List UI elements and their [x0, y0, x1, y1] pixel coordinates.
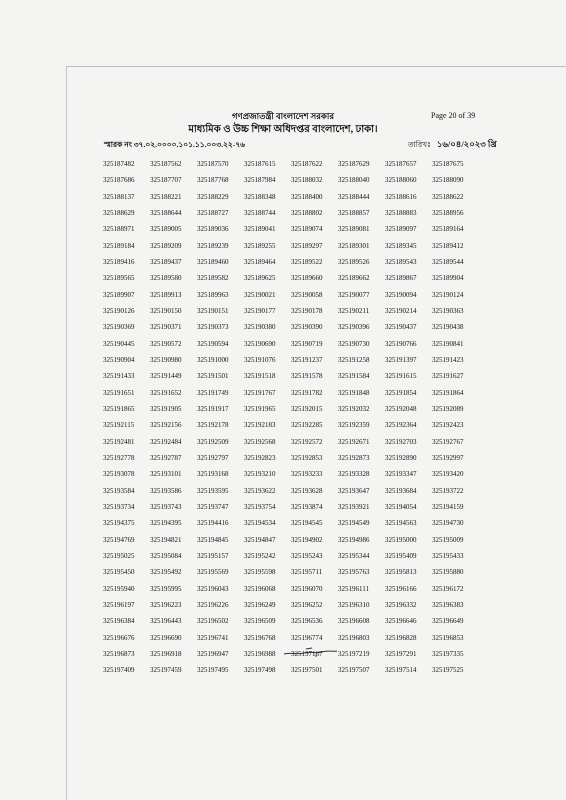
roll-number-cell: 325196768 — [244, 633, 276, 642]
roll-number-cell: 325189345 — [385, 241, 417, 250]
roll-number-cell: 325194769 — [103, 535, 135, 544]
table-row — [100, 662, 479, 678]
roll-number-cell: 325190124 — [432, 290, 464, 299]
roll-number-cell: 325192089 — [432, 405, 464, 414]
roll-number-cell: 325188221 — [150, 192, 182, 201]
roll-number-cell: 325197335 — [432, 650, 464, 658]
roll-number-cell: 325190594 — [197, 339, 229, 348]
roll-number-cell: 325191651 — [103, 388, 135, 397]
roll-number-cell: 325192873 — [338, 454, 370, 463]
roll-number-cell: 325192572 — [291, 437, 323, 446]
roll-number-cell: 325188616 — [385, 192, 417, 201]
table-row — [100, 303, 479, 319]
roll-number-cell: 325189662 — [338, 274, 370, 283]
roll-number-cell: 325192115 — [103, 421, 135, 430]
roll-number-cell: 325197525 — [432, 666, 464, 675]
roll-number-cell: 325192767 — [432, 437, 464, 446]
roll-number-cell: 325195157 — [197, 552, 229, 561]
roll-number-cell: 325196947 — [197, 650, 229, 658]
roll-number-cell: 325196249 — [244, 601, 276, 610]
roll-number-cell: 325195880 — [432, 568, 464, 577]
roll-number-cell: 325189963 — [197, 290, 229, 299]
roll-number-cell: 325189036 — [197, 225, 229, 234]
roll-number-cell: 325192787 — [150, 454, 182, 463]
roll-number-cell: 325189297 — [291, 241, 323, 250]
roll-number-cell: 325195243 — [291, 552, 323, 561]
roll-number-cell: 325190690 — [244, 339, 276, 348]
roll-number-cell: 325196741 — [197, 633, 229, 642]
roll-number-cell: 325194416 — [197, 519, 229, 528]
date-label: তারিখঃ — [408, 140, 431, 149]
roll-number-cell: 325191578 — [291, 372, 323, 381]
roll-number-cell: 325190150 — [150, 307, 182, 316]
table-row — [100, 319, 479, 335]
roll-number-cell: 325191854 — [385, 388, 417, 397]
roll-number-cell: 325188622 — [432, 192, 464, 201]
roll-number-cell: 325196111 — [338, 584, 369, 593]
roll-number-cell: 325189580 — [150, 274, 182, 283]
roll-number-cell: 325189164 — [432, 225, 464, 234]
roll-number-cell: 325189005 — [150, 225, 182, 234]
roll-number-cell: 325194986 — [338, 535, 370, 544]
roll-number-cell: 325187482 — [103, 160, 135, 169]
roll-number-cell: 325197219 — [338, 650, 370, 658]
roll-number-cell: 325191584 — [338, 372, 370, 381]
roll-number-cell: 325191237 — [291, 356, 323, 365]
roll-number-cell: 325193747 — [197, 503, 229, 512]
roll-number-cell: 325193874 — [291, 503, 323, 512]
roll-number-cell: 325190904 — [103, 356, 135, 365]
page-edge-top — [66, 66, 566, 67]
roll-number-cell: 325193722 — [432, 486, 464, 495]
roll-number-cell: 325189907 — [103, 290, 135, 299]
roll-number-cell: 325196252 — [291, 601, 323, 610]
page-edge-left — [66, 66, 67, 800]
roll-number-cell: 325196509 — [244, 617, 276, 626]
roll-number-cell: 325194054 — [385, 503, 417, 512]
roll-number-cell: 325188032 — [291, 176, 323, 185]
roll-number-cell: 325191615 — [385, 372, 417, 381]
roll-number-cell: 325188229 — [197, 192, 229, 201]
roll-number-cell: 325196310 — [338, 601, 370, 610]
roll-number-cell: 325196918 — [150, 650, 182, 658]
roll-number-cell: 325188971 — [103, 225, 135, 234]
roll-number-cell: 325193233 — [291, 470, 323, 479]
roll-number-cell: 325190211 — [338, 307, 370, 316]
roll-number-cell: 325191905 — [150, 405, 182, 414]
roll-number-cell: 325190841 — [432, 339, 464, 348]
roll-number-cell: 325197514 — [385, 666, 417, 675]
roll-number-cell: 325193101 — [150, 470, 182, 479]
roll-number-cell: 325188644 — [150, 209, 182, 218]
roll-number-cell: 325192015 — [291, 405, 323, 414]
roll-number-cell: 325196070 — [291, 584, 323, 593]
roll-number-cell: 325195433 — [432, 552, 464, 561]
roll-number-cell: 325196676 — [103, 633, 135, 642]
roll-number-cell: 325193595 — [197, 486, 229, 495]
roll-number-cell: 325188040 — [338, 176, 370, 185]
roll-number-cell: 325189913 — [150, 290, 182, 299]
roll-number-cell: 325194845 — [197, 535, 229, 544]
table-row — [100, 238, 479, 254]
roll-number-cell: 325195569 — [197, 568, 229, 577]
roll-number-cell: 325190077 — [338, 290, 370, 299]
roll-number-cell: 325193584 — [103, 486, 135, 495]
roll-number-cell: 325193078 — [103, 470, 135, 479]
roll-number-cell: 325196443 — [150, 617, 182, 626]
roll-number-cell: 325190094 — [385, 290, 417, 299]
roll-number-cell: 325189437 — [150, 258, 182, 267]
roll-number-cell: 325187615 — [244, 160, 276, 169]
roll-number-cell: 325192797 — [197, 454, 229, 463]
roll-number-cell: 325190766 — [385, 339, 417, 348]
table-row — [100, 385, 479, 401]
roll-number-cell: 325196197 — [103, 601, 135, 610]
roll-number-cell: 325191627 — [432, 372, 464, 381]
roll-number-cell: 325196536 — [291, 617, 323, 626]
roll-number-cell: 325190380 — [244, 323, 276, 332]
table-row — [100, 368, 479, 384]
roll-number-cell: 325196988 — [244, 650, 276, 658]
roll-number-cell: 325188137 — [103, 192, 135, 201]
roll-number-cell: 325188802 — [291, 209, 323, 218]
roll-number-cell: 325191865 — [103, 405, 135, 414]
roll-number-cell: 325193734 — [103, 503, 135, 512]
roll-number-cell: 325197167 — [291, 650, 323, 658]
roll-number-cell: 325187768 — [197, 176, 229, 185]
roll-number-cell: 325191782 — [291, 388, 323, 397]
roll-number-cell: 325197498 — [244, 666, 276, 675]
roll-number-cell: 325189041 — [244, 225, 276, 234]
roll-number-cell: 325188090 — [432, 176, 464, 185]
roll-number-cell: 325189582 — [197, 274, 229, 283]
table-row — [100, 499, 479, 515]
roll-number-cell: 325193684 — [385, 486, 417, 495]
roll-number-cell: 325193420 — [432, 470, 464, 479]
table-row — [100, 466, 479, 482]
roll-number-cell: 325191433 — [103, 372, 135, 381]
roll-number-cell: 325188060 — [385, 176, 417, 185]
roll-number-cell: 325195813 — [385, 568, 417, 577]
roll-number-cell: 325190437 — [385, 323, 417, 332]
roll-number-cell: 325190445 — [103, 339, 135, 348]
roll-number-cell: 325188348 — [244, 192, 276, 201]
roll-number-cell: 325195242 — [244, 552, 276, 561]
roll-number-cell: 325190214 — [385, 307, 417, 316]
roll-number-cell: 325194902 — [291, 535, 323, 544]
roll-number-cell: 325191917 — [197, 405, 229, 414]
roll-number-cell: 325197409 — [103, 666, 135, 675]
page-number: Page 20 of 39 — [431, 111, 476, 120]
roll-number-cell: 325189416 — [103, 258, 135, 267]
roll-number-cell: 325192509 — [197, 437, 229, 446]
roll-number-cell: 325191449 — [150, 372, 182, 381]
document-header — [0, 110, 566, 137]
roll-number-cell: 325190980 — [150, 356, 182, 365]
roll-number-cell: 325194375 — [103, 519, 135, 528]
table-row — [100, 254, 479, 270]
roll-number-cell: 325195598 — [244, 568, 276, 577]
roll-number-cell: 325195450 — [103, 568, 135, 577]
roll-number-cell: 325192671 — [338, 437, 370, 446]
roll-number-cell: 325194534 — [244, 519, 276, 528]
roll-number-cell: 325195763 — [338, 568, 370, 577]
roll-number-cell: 325190151 — [197, 307, 229, 316]
roll-number-cell: 325193743 — [150, 503, 182, 512]
roll-number-cell: 325194563 — [385, 519, 417, 528]
roll-number-cell: 325189522 — [291, 258, 323, 267]
roll-number-cell: 325192032 — [338, 405, 370, 414]
roll-number-cell: 325187984 — [244, 176, 276, 185]
roll-number-cell: 325190396 — [338, 323, 370, 332]
roll-number-cell: 325197501 — [291, 666, 323, 675]
roll-number-cell: 325190363 — [432, 307, 464, 316]
roll-number-cell: 325192853 — [291, 454, 323, 463]
roll-number-cell: 325192484 — [150, 437, 182, 446]
roll-number-cell: 325196384 — [103, 617, 135, 626]
roll-number-cell: 325192359 — [338, 421, 370, 430]
memo-reference: স্মারক নং ৩৭.০২.০০০০.১০১.১১.০০৩.২২-৭৬ — [104, 140, 246, 149]
table-row — [100, 597, 479, 613]
roll-number-cell: 325193647 — [338, 486, 370, 495]
table-row — [100, 172, 479, 188]
roll-number-cell: 325195084 — [150, 552, 182, 561]
roll-number-cell: 325190058 — [291, 290, 323, 299]
roll-number-cell: 325189544 — [432, 258, 464, 267]
table-row — [100, 434, 479, 450]
roll-number-cell: 325193586 — [150, 486, 182, 495]
roll-number-cell: 325196166 — [385, 584, 417, 593]
roll-number-cell: 325193347 — [385, 470, 417, 479]
roll-number-cell: 325192997 — [432, 454, 464, 463]
roll-number-cell: 325196646 — [385, 617, 417, 626]
roll-number-cell: 325190178 — [291, 307, 323, 316]
roll-number-cell: 325195344 — [338, 552, 370, 561]
roll-number-cell: 325192778 — [103, 454, 135, 463]
roll-number-cell: 325190438 — [432, 323, 464, 332]
roll-number-cell: 325195000 — [385, 535, 417, 544]
table-row — [100, 205, 479, 221]
table-row — [100, 483, 479, 499]
roll-number-cell: 325196774 — [291, 633, 323, 642]
roll-number-cell: 325194549 — [338, 519, 370, 528]
roll-number-cell: 325196853 — [432, 633, 464, 642]
roll-number-cell: 325191518 — [244, 372, 276, 381]
table-row — [100, 221, 479, 237]
roll-number-cell: 325189543 — [385, 258, 417, 267]
roll-number-cell: 325192183 — [244, 421, 276, 430]
roll-number-cell: 325188857 — [338, 209, 370, 218]
signature-icon — [282, 640, 340, 662]
roll-number-cell: 325187657 — [385, 160, 417, 169]
roll-number-cell: 325189526 — [338, 258, 370, 267]
roll-number-cell: 325191965 — [244, 405, 276, 414]
table-row — [100, 156, 479, 172]
roll-number-cell: 325188629 — [103, 209, 135, 218]
table-row — [100, 189, 479, 205]
table-row — [100, 450, 479, 466]
roll-number-cell: 325197291 — [385, 650, 417, 658]
roll-number-cell: 325190572 — [150, 339, 182, 348]
roll-number-cell: 325189565 — [103, 274, 135, 283]
roll-number-cell: 325196068 — [244, 584, 276, 593]
roll-number-cell: 325189184 — [103, 241, 135, 250]
roll-number-cell: 325192423 — [432, 421, 464, 430]
roll-number-cell: 325195940 — [103, 584, 135, 593]
table-row — [100, 336, 479, 352]
roll-number-cell: 325195025 — [103, 552, 135, 561]
roll-number-cell: 325187622 — [291, 160, 323, 169]
roll-number-cell: 325191767 — [244, 388, 276, 397]
roll-number-cell: 325197507 — [338, 666, 370, 675]
roll-number-cell: 325190177 — [244, 307, 276, 316]
roll-number-cell: 325196226 — [197, 601, 229, 610]
roll-number-cell: 325190390 — [291, 323, 323, 332]
roll-number-cell: 325196172 — [432, 584, 464, 593]
roll-number-cell: 325197459 — [150, 666, 182, 675]
department-title: মাধ্যমিক ও উচ্চ শিক্ষা অধিদপ্তর বাংলাদেশ, ঢাকা। — [188, 124, 378, 135]
roll-number-cell: 325188744 — [244, 209, 276, 218]
roll-number-cell: 325191397 — [385, 356, 417, 365]
table-row — [100, 401, 479, 417]
roll-number-cell: 325196649 — [432, 617, 464, 626]
roll-number-cell: 325189074 — [291, 225, 323, 234]
roll-number-cell: 325196608 — [338, 617, 370, 626]
roll-number-cell: 325189660 — [291, 274, 323, 283]
roll-number-cell: 325189625 — [244, 274, 276, 283]
roll-number-cell: 325188444 — [338, 192, 370, 201]
roll-number-cell: 325196383 — [432, 601, 464, 610]
roll-number-cell: 325192285 — [291, 421, 323, 430]
roll-number-cell: 325196502 — [197, 617, 229, 626]
roll-number-cell: 325190719 — [291, 339, 323, 348]
roll-number-cell: 325192048 — [385, 405, 417, 414]
roll-number-cell: 325196828 — [385, 633, 417, 642]
roll-number-cell: 325191864 — [432, 388, 464, 397]
roll-number-cell: 325191423 — [432, 356, 464, 365]
roll-number-cell: 325189097 — [385, 225, 417, 234]
roll-number-cell: 325192823 — [244, 454, 276, 463]
roll-number-cell: 325196690 — [150, 633, 182, 642]
roll-number-cell: 325189460 — [197, 258, 229, 267]
roll-number-cell: 325190730 — [338, 339, 370, 348]
roll-number-cell: 325190371 — [150, 323, 182, 332]
roll-number-cell: 325187675 — [432, 160, 464, 169]
roll-number-cell: 325192156 — [150, 421, 182, 430]
roll-number-cell: 325195009 — [432, 535, 464, 544]
roll-number-cell: 325189081 — [338, 225, 370, 234]
table-row — [100, 352, 479, 368]
roll-number-cell: 325187629 — [338, 160, 370, 169]
roll-number-cell: 325192890 — [385, 454, 417, 463]
roll-number-cell: 325193628 — [291, 486, 323, 495]
roll-number-cell: 325191076 — [244, 356, 276, 365]
roll-number-cell: 325190373 — [197, 323, 229, 332]
government-title: গণপ্রজাতন্ত্রী বাংলাদেশ সরকার — [231, 111, 335, 121]
roll-number-cell: 325192364 — [385, 421, 417, 430]
roll-number-cell: 325192481 — [103, 437, 135, 446]
roll-number-cell: 325191749 — [197, 388, 229, 397]
roll-number-cell: 325187686 — [103, 176, 135, 185]
roll-number-cell: 325189867 — [385, 274, 417, 283]
roll-number-cell: 325189239 — [197, 241, 229, 250]
table-row — [100, 515, 479, 531]
roll-number-cell: 325196803 — [338, 633, 370, 642]
roll-number-cell: 325196873 — [103, 650, 135, 658]
roll-number-cell: 325195409 — [385, 552, 417, 561]
roll-number-cell: 325194545 — [291, 519, 323, 528]
roll-number-cell: 325188727 — [197, 209, 229, 218]
table-row — [100, 532, 479, 548]
roll-number-cell: 325194847 — [244, 535, 276, 544]
table-row — [100, 548, 479, 564]
roll-number-cell: 325191652 — [150, 388, 182, 397]
table-row — [100, 581, 479, 597]
roll-number-cell: 325196223 — [150, 601, 182, 610]
roll-number-cell: 325189255 — [244, 241, 276, 250]
roll-number-cell: 325193168 — [197, 470, 229, 479]
roll-number-cell: 325194821 — [150, 535, 182, 544]
roll-number-cell: 325189301 — [338, 241, 370, 250]
roll-number-table — [100, 156, 479, 679]
roll-number-cell: 325187707 — [150, 176, 182, 185]
roll-number-cell: 325188400 — [291, 192, 323, 201]
roll-number-cell: 325190369 — [103, 323, 135, 332]
roll-number-cell: 325197495 — [197, 666, 229, 675]
table-row — [100, 287, 479, 303]
table-row — [100, 417, 479, 433]
roll-number-cell: 325192568 — [244, 437, 276, 446]
roll-number-cell: 325191501 — [197, 372, 229, 381]
memo-date — [408, 138, 497, 152]
roll-number-cell: 325193210 — [244, 470, 276, 479]
roll-number-cell: 325191848 — [338, 388, 370, 397]
roll-number-cell: 325190021 — [244, 290, 276, 299]
roll-number-cell: 325194395 — [150, 519, 182, 528]
roll-number-cell: 325189412 — [432, 241, 464, 250]
table-row — [100, 564, 479, 580]
roll-number-cell: 325187562 — [150, 160, 182, 169]
roll-number-cell: 325189464 — [244, 258, 276, 267]
roll-number-cell: 325195492 — [150, 568, 182, 577]
roll-number-cell: 325193328 — [338, 470, 370, 479]
roll-number-cell: 325187570 — [197, 160, 229, 169]
roll-number-cell: 325193921 — [338, 503, 370, 512]
roll-number-cell: 325189904 — [432, 274, 464, 283]
roll-number-cell: 325190126 — [103, 307, 135, 316]
roll-number-cell: 325191258 — [338, 356, 370, 365]
roll-number-cell: 325188956 — [432, 209, 464, 218]
roll-number-cell: 325194730 — [432, 519, 464, 528]
table-row — [100, 270, 479, 286]
roll-number-cell: 325196332 — [385, 601, 417, 610]
roll-number-cell: 325193622 — [244, 486, 276, 495]
roll-number-cell: 325188883 — [385, 209, 417, 218]
roll-number-cell: 325193754 — [244, 503, 276, 512]
roll-number-cell: 325195711 — [291, 568, 323, 577]
roll-number-cell: 325196043 — [197, 584, 229, 593]
roll-number-cell: 325191000 — [197, 356, 229, 365]
roll-number-cell: 325195995 — [150, 584, 182, 593]
roll-number-cell: 325192703 — [385, 437, 417, 446]
roll-number-cell: 325192178 — [197, 421, 229, 430]
roll-number-cell: 325189209 — [150, 241, 182, 250]
date-value: ১৬/০৪/২০২৩ খ্রি — [436, 139, 497, 149]
table-row — [100, 613, 479, 629]
roll-number-cell: 325194159 — [432, 503, 464, 512]
